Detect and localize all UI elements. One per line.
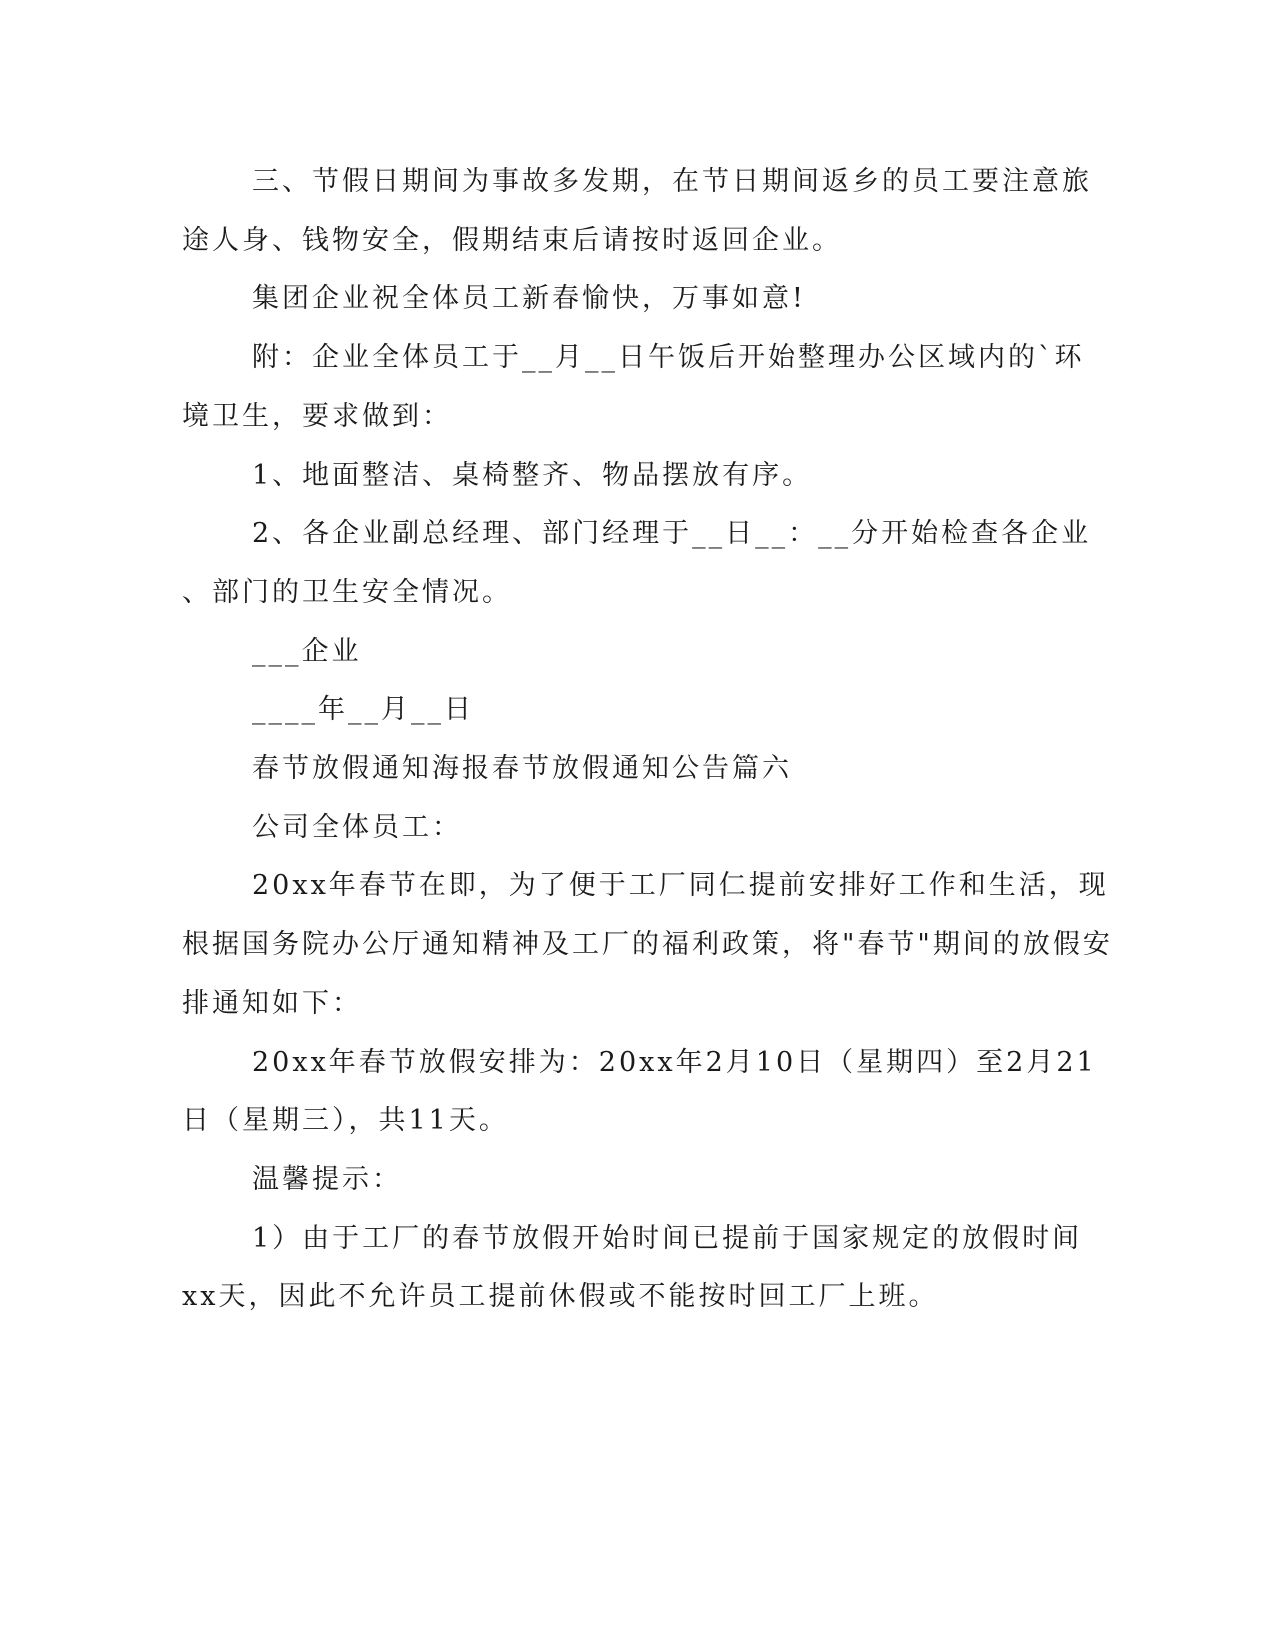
text-line: 根据国务院办公厅通知精神及工厂的福利政策，将"春节"期间的放假安 — [182, 929, 1113, 961]
text-line: 20xx年春节放假安排为：20xx年2月10日（星期四）至2月21 — [252, 1046, 1097, 1078]
text-line: 2、各企业副总经理、部门经理于__日__：__分开始检查各企业 — [252, 518, 1092, 550]
text-line: 温馨提示： — [252, 1163, 402, 1195]
paragraph-safety-notice — [182, 153, 1092, 270]
paragraph-greeting — [182, 270, 1047, 329]
text-line: 附：企业全体员工于__月__日午饭后开始整理办公区域内的`环 — [252, 342, 1085, 374]
document-body — [182, 153, 1113, 1327]
text-line: xx天，因此不允许员工提前休假或不能按时回工厂上班。 — [182, 1281, 939, 1313]
paragraph-salutation — [182, 799, 1047, 858]
text-line: 排通知如下： — [182, 987, 362, 1019]
paragraph-signature-date — [182, 681, 1047, 740]
section-title — [182, 740, 1047, 799]
text-line: 、部门的卫生安全情况。 — [182, 576, 512, 608]
text-line: 境卫生，要求做到： — [182, 400, 452, 432]
paragraph-signature-company — [182, 623, 1047, 682]
paragraph-item-2 — [182, 505, 1092, 622]
text-line: 公司全体员工： — [252, 811, 462, 843]
paragraph-schedule — [182, 1034, 1097, 1151]
text-line: ____年__月__日 — [252, 694, 474, 726]
text-line: 三、节假日期间为事故多发期，在节日期间返乡的员工要注意旅 — [252, 166, 1092, 197]
text-line: 春节放假通知海报春节放假通知公告篇六 — [252, 753, 792, 785]
paragraph-tip-1 — [182, 1210, 1083, 1327]
text-line: ___企业 — [252, 635, 362, 667]
paragraph-tips-heading — [182, 1151, 1047, 1210]
text-line: 1）由于工厂的春节放假开始时间已提前于国家规定的放假时间 — [252, 1222, 1083, 1254]
text-line: 20xx年春节在即，为了便于工厂同仁提前安排好工作和生活，现 — [252, 870, 1109, 902]
paragraph-item-1 — [182, 447, 1047, 506]
paragraph-appendix — [182, 329, 1085, 446]
paragraph-intro — [182, 857, 1113, 1033]
text-line: 1、地面整洁、桌椅整齐、物品摆放有序。 — [252, 459, 813, 491]
text-line: 集团企业祝全体员工新春愉快，万事如意! — [252, 283, 806, 315]
text-line: 日（星期三），共11天。 — [182, 1105, 509, 1137]
text-line: 途人身、钱物安全，假期结束后请按时返回企业。 — [182, 224, 842, 256]
